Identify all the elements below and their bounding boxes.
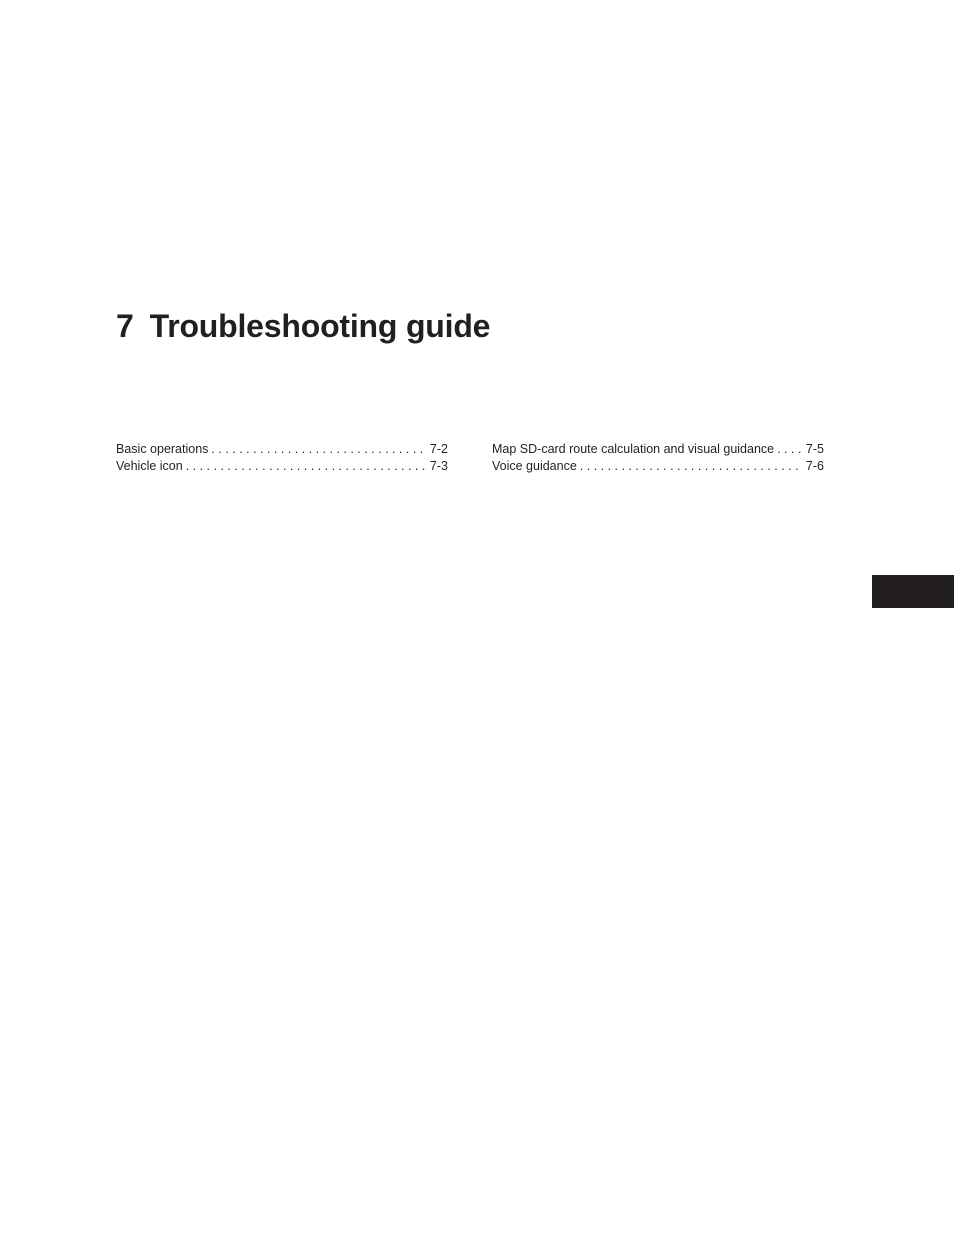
- toc-entry-page: 7-3: [429, 459, 448, 473]
- toc-entry-label: Voice guidance: [492, 459, 577, 473]
- toc-entry-label: Vehicle icon: [116, 459, 183, 473]
- toc-entry-vehicle-icon[interactable]: [116, 458, 448, 475]
- toc-entry-page: 7-6: [805, 459, 824, 473]
- toc-entry-label: Map SD-card route calculation and visual guidance: [492, 442, 775, 456]
- toc-entry-voice-guidance[interactable]: [492, 458, 824, 475]
- chapter-number: 7: [116, 308, 134, 344]
- toc-entry-page: 7-2: [429, 442, 448, 456]
- toc-leader-dots: [186, 458, 427, 475]
- toc-entry-basic-operations[interactable]: [116, 441, 448, 458]
- chapter-thumb-tab: [872, 575, 954, 608]
- toc-leader-dots: [211, 441, 427, 458]
- toc-entry-page: 7-5: [805, 442, 824, 456]
- toc-column-left: [116, 441, 448, 475]
- toc-column-right: [492, 441, 824, 475]
- toc-entry-map-sd-card[interactable]: [492, 441, 824, 458]
- toc-leader-dots: [777, 441, 803, 458]
- chapter-title: [116, 306, 490, 346]
- chapter-title-text: Troubleshooting guide: [149, 308, 491, 344]
- toc-leader-dots: [580, 458, 803, 475]
- toc-entry-label: Basic operations: [116, 442, 209, 456]
